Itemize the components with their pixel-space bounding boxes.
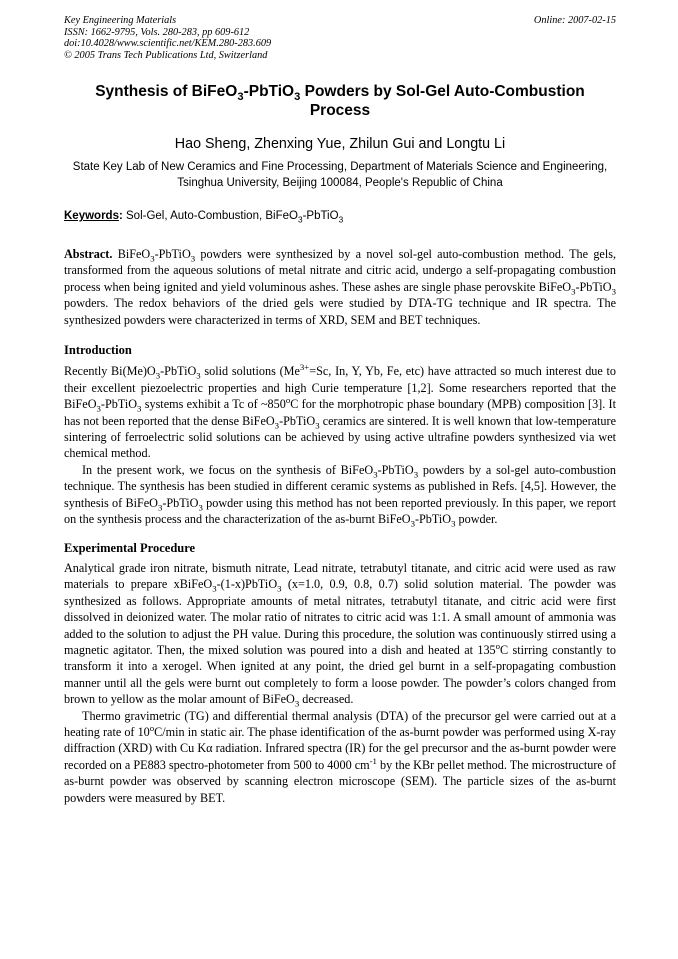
introduction-heading: Introduction <box>64 343 132 358</box>
experimental-heading: Experimental Procedure <box>64 540 196 555</box>
journal-header <box>64 15 616 61</box>
online-date: Online: 2007-02-15 <box>533 15 616 26</box>
author-affiliation: State Key Lab of New Ceramics and Fine Processing, Department of Materials Science and Engineering, Tsinghua University, Beijing 100084, People's Republic of China <box>72 161 608 189</box>
introduction-paragraph-1: Recently $Bi(Me)O_3-PbTiO_3$ solid solutions ($Me^{3+}=Sc$, In, Y, Yb, Fe, etc) have attracted so much interest due to their excellent piezoelectric properties and high Curie temperature [1,2]. Some researchers reported that the BiFeO$_3$-PbTiO$_3$ systems exhibit a Tc of ~850$^o$C for the morphotropic phase boundary (MPB) composition [3]. It has not been reported that the dense BiFeO$_3$-PbTiO$_3$ ceramics are sintered. It is well known that low-temperature sintering of ferroelectric solid solutions can be achieved by using active ultrafine powders synthesized via wet chemical method. <box>64 362 617 461</box>
keywords-label: Keywords <box>64 210 119 222</box>
paper-authors: Hao Sheng, Zhenxing Yue, Zhilun Gui and Longtu Li <box>174 136 506 152</box>
introduction-paragraph-2: In the present work, we focus on the synthesis of BiFeO$_3$-PbTiO$_3$ powders by a sol-gel auto-combustion technique. The synthesis has been studied in different ceramic systems as published in Refs. [4,5]. However, the synthesis of BiFeO$_3$-PbTiO$_3$ powder using this method has not been reported previously. In this paper, we report on the synthesis process and the characterization of the as-burnt BiFeO$_3$-PbTiO$_3$ powder. <box>64 462 616 529</box>
journal-copyright: © 2005 Trans Tech Publications Ltd, Switzerland <box>64 49 268 61</box>
paper-title: Synthesis of BiFeO$_3$-PbTiO$_3$ Powders by Sol-Gel Auto-Combustion Process <box>95 83 585 119</box>
abstract-label: Abstract. <box>64 247 113 261</box>
journal-issn: ISSN: 1662-9795, Vols. 280-283, pp 609-612 <box>64 26 250 38</box>
experimental-paragraph-1: Analytical grade iron nitrate, bismuth nitrate, Lead nitrate, tetrabutyl titanate, and citric acid were used as raw materials to prepare xBiFeO$_3$-(1-x)PbTiO$_3$ (x=1.0, 0.9, 0.8, 0.7) solid solution material. The powder was synthesized as follows. Appropriate amounts of metal nitrates, tetrabutyl titanate, and citric acid were first dissolved in deionized water. The molar ratio of nitrates to citric acid was 1:1. A small amount of ammonia was added to the solution to adjust the PH value. During this procedure, the solution was continuously stirred using a magnetic agitator. Then, the mixed solution was poured into a dish and heated at 135$^o$C stirring constantly to transform it into a xerogel. When ignited at any point, the dried gel burnt in a self-propagating combustion manner until all the gels were burnt out completely to form a loose powder. The powder’s colors changed from brown to yellow as the molar amount of BiFeO$_3$ decreased. <box>64 560 616 709</box>
journal-name: Key Engineering Materials <box>64 15 177 26</box>
paper-body <box>64 246 616 806</box>
journal-doi: doi:10.4028/www.scientific.net/KEM.280-283.609 <box>64 38 272 49</box>
keywords-line: Keywords: Sol-Gel, Auto-Combustion, BiFeO$_3$-PbTiO$_3$ <box>64 210 344 225</box>
experimental-paragraph-2: Thermo gravimetric (TG) and differential thermal analysis (DTA) of the precursor gel were carried out at a heating rate of 10$^o$C/min in static air. The phase identification of the as-burnt powder was performed using X-ray diffraction (XRD) with Cu Kα radiation. Infrared spectra (IR) for the gel precursor and the as-burnt powder were recorded on a PE883 spectro-photometer from 500 to 4000 $cm^{-1}$ by the KBr pellet method. The microstructure of as-burnt powder was observed by scanning electron microscope (SEM). The particle sizes of the as-burnt powders were measured by BET. <box>64 708 616 805</box>
abstract-paragraph: Abstract. BiFeO$_3$-PbTiO$_3$ powders were synthesized by a novel sol-gel auto-combustion method. The gels, transformed from the aqueous solutions of metal nitrate and citric acid, undergo a self-propagating combustion process when being ignited and yield voluminous ashes. These ashes are single phase perovskite BiFeO$_3$-PbTiO$_3$ powders. The redox behaviors of the dried gels were studied by DTA-TG technique and IR spectra. The synthesized powders were characterized in terms of XRD, SEM and BET techniques. <box>64 247 616 327</box>
